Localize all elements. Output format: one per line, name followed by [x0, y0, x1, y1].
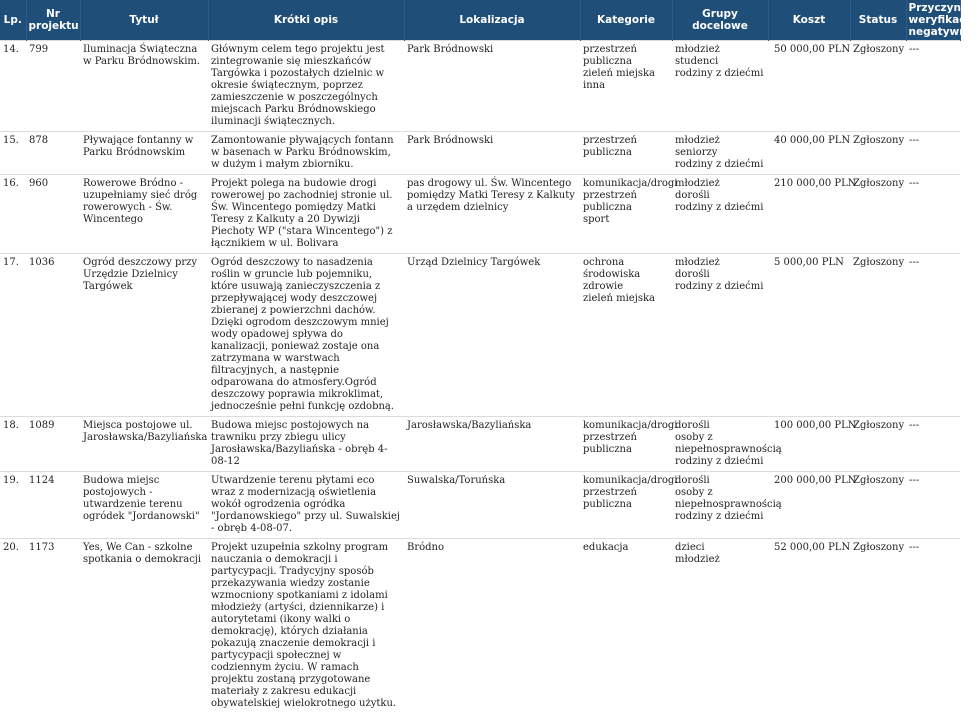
row-location: Suwalska/Toruńska	[404, 472, 580, 539]
row-project-number: 1173	[26, 539, 80, 713]
table-row	[0, 41, 960, 132]
row-target-groups	[672, 175, 768, 254]
row-description: Utwardzenie terenu płytami eco wraz z modernizacją oświetlenia wokół ogrodzenia ogródka "Jordanowskiego" przy ul. Suwalskiej - obręb 4-08-07.	[208, 472, 404, 539]
row-project-number: 799	[26, 41, 80, 132]
row-target-groups-item: dorośli	[675, 190, 764, 202]
row-target-groups	[672, 41, 768, 132]
column-header-lp: Lp.	[0, 0, 26, 41]
row-description: Projekt polega na budowie drogi rowerowej po zachodniej stronie ul. Św. Wincentego pomiędzy Matki Teresy z Kalkuty a 20 Dywizji Piechoty WP ("stara Wincentego") z łącznikiem w ul. Bolivara	[208, 175, 404, 254]
column-header-kategorie: Kategorie	[580, 0, 672, 41]
row-lp: 15.	[0, 132, 26, 175]
row-title: Miejsca postojowe ul. Jarosławska/Bazyliańska	[80, 417, 208, 472]
row-cost: 5 000,00 PLN	[768, 254, 850, 417]
row-cost: 100 000,00 PLN	[768, 417, 850, 472]
row-cost: 210 000,00 PLN	[768, 175, 850, 254]
row-target-groups-item: rodziny z dziećmi	[675, 511, 764, 523]
row-categories	[580, 472, 672, 539]
row-title: Budowa miejsc postojowych - utwardzenie terenu ogródek "Jordanowski"	[80, 472, 208, 539]
row-description: Budowa miejsc postojowych na trawniku przy zbiegu ulicy Jarosławska/Bazyliańska - obręb 4-08-12	[208, 417, 404, 472]
column-header-status: Status	[850, 0, 906, 41]
column-header-krotki-opis: Krótki opis	[208, 0, 404, 41]
row-target-groups-item: rodziny z dziećmi	[675, 68, 764, 80]
row-categories-item: przestrzeń publiczna	[583, 432, 668, 456]
table-body	[0, 41, 960, 713]
row-target-groups	[672, 539, 768, 713]
row-status: Zgłoszony	[850, 132, 906, 175]
row-target-groups-item: dorośli	[675, 269, 764, 281]
row-categories-item: zdrowie	[583, 281, 668, 293]
row-status: Zgłoszony	[850, 175, 906, 254]
row-description: Projekt uzupełnia szkolny program nauczania o demokracji i partycypacji. Tradycyjny sposób przekazywania wiedzy zostanie wzmocniony spotkaniami z idolami młodzieży (artyści, dziennikarze) i autorytetami (ikony walki o demokrację), których działania pokazują znaczenie demokracji i partycypacji społecznej w codziennym życiu. W ramach projektu zostaną przygotowane materiały z zakresu edukacji obywatelskiej wielokrotnego użytku.	[208, 539, 404, 713]
row-categories	[580, 132, 672, 175]
row-target-groups-item: młodzież	[675, 554, 764, 566]
row-categories	[580, 41, 672, 132]
row-location: Jarosławska/Bazyliańska	[404, 417, 580, 472]
row-project-number: 1036	[26, 254, 80, 417]
row-location: Urząd Dzielnicy Targówek	[404, 254, 580, 417]
row-status: Zgłoszony	[850, 254, 906, 417]
row-location: Bródno	[404, 539, 580, 713]
row-categories	[580, 417, 672, 472]
table-row	[0, 539, 960, 713]
row-title: Rowerowe Bródno - uzupełniamy sieć dróg rowerowych - Św. Wincentego	[80, 175, 208, 254]
row-target-groups-item: młodzież	[675, 257, 764, 269]
row-lp: 18.	[0, 417, 26, 472]
row-location: pas drogowy ul. Św. Wincentego pomiędzy Matki Teresy z Kalkuty a urzędem dzielnicy	[404, 175, 580, 254]
row-cost: 40 000,00 PLN	[768, 132, 850, 175]
row-reason: ---	[906, 175, 960, 254]
row-categories	[580, 539, 672, 713]
column-header-lokalizacja: Lokalizacja	[404, 0, 580, 41]
row-categories-item: zieleń miejska	[583, 293, 668, 305]
row-title: Iluminacja Świąteczna w Parku Bródnowskim.	[80, 41, 208, 132]
row-reason: ---	[906, 417, 960, 472]
row-status: Zgłoszony	[850, 472, 906, 539]
row-categories-item: przestrzeń publiczna	[583, 44, 668, 68]
row-lp: 14.	[0, 41, 26, 132]
table-row	[0, 472, 960, 539]
row-categories-item: przestrzeń publiczna	[583, 190, 668, 214]
row-project-number: 1089	[26, 417, 80, 472]
row-categories-item: komunikacja/drogi	[583, 178, 668, 190]
row-location: Park Bródnowski	[404, 41, 580, 132]
row-description: Ogród deszczowy to nasadzenia roślin w gruncie lub pojemniku, które usuwają zanieczyszczenia z przepływającej wody deszczowej zbieranej z powierzchni dachów. Dzięki ogrodom deszczowym mniej wody opadowej spływa do kanalizacji, ponieważ zostaje ona zatrzymana w warstwach filtracyjnych, a następnie odparowana do atmosfery.Ogród deszczowy poprawia mikroklimat, jednocześnie pełni funkcję ozdobną.	[208, 254, 404, 417]
row-lp: 17.	[0, 254, 26, 417]
row-project-number: 878	[26, 132, 80, 175]
row-cost: 200 000,00 PLN	[768, 472, 850, 539]
row-target-groups	[672, 417, 768, 472]
row-target-groups-item: osoby z niepełnosprawnością	[675, 487, 764, 511]
row-reason: ---	[906, 132, 960, 175]
row-status: Zgłoszony	[850, 417, 906, 472]
column-header-koszt: Koszt	[768, 0, 850, 41]
row-target-groups	[672, 472, 768, 539]
row-reason: ---	[906, 254, 960, 417]
table-row	[0, 417, 960, 472]
row-categories-item: inna	[583, 80, 668, 92]
row-target-groups-item: rodziny z dziećmi	[675, 202, 764, 214]
row-target-groups-item: rodziny z dziećmi	[675, 456, 764, 468]
table-header-row	[0, 0, 960, 41]
row-categories-item: komunikacja/drogi	[583, 420, 668, 432]
row-target-groups-item: młodzież	[675, 44, 764, 56]
row-target-groups	[672, 254, 768, 417]
row-location: Park Bródnowski	[404, 132, 580, 175]
row-target-groups-item: dzieci	[675, 542, 764, 554]
row-target-groups-item: młodzież	[675, 178, 764, 190]
row-reason: ---	[906, 41, 960, 132]
row-lp: 20.	[0, 539, 26, 713]
row-title: Ogród deszczowy przy Urzędzie Dzielnicy Targówek	[80, 254, 208, 417]
row-categories-item: zieleń miejska	[583, 68, 668, 80]
row-project-number: 1124	[26, 472, 80, 539]
row-categories	[580, 254, 672, 417]
row-categories-item: sport	[583, 214, 668, 226]
row-reason: ---	[906, 472, 960, 539]
row-project-number: 960	[26, 175, 80, 254]
row-target-groups-item: rodziny z dziećmi	[675, 281, 764, 293]
table-row	[0, 175, 960, 254]
row-target-groups-item: studenci	[675, 56, 764, 68]
table-row	[0, 132, 960, 175]
row-categories-item: ochrona środowiska	[583, 257, 668, 281]
column-header-grupy-docelowe: Grupy docelowe	[672, 0, 768, 41]
row-status: Zgłoszony	[850, 539, 906, 713]
row-target-groups	[672, 132, 768, 175]
column-header-przyczyna-weryfikacji: Przyczyna weryfikacji negatywnej	[906, 0, 960, 41]
row-categories-item: edukacja	[583, 542, 668, 554]
row-target-groups-item: młodzież	[675, 135, 764, 147]
row-categories-item: przestrzeń publiczna	[583, 135, 668, 159]
table-row	[0, 254, 960, 417]
row-status: Zgłoszony	[850, 41, 906, 132]
row-categories	[580, 175, 672, 254]
row-title: Yes, We Can - szkolne spotkania o demokracji	[80, 539, 208, 713]
row-lp: 16.	[0, 175, 26, 254]
row-target-groups-item: seniorzy	[675, 147, 764, 159]
row-title: Pływające fontanny w Parku Bródnowskim	[80, 132, 208, 175]
row-cost: 52 000,00 PLN	[768, 539, 850, 713]
column-header-tytul: Tytuł	[80, 0, 208, 41]
row-reason: ---	[906, 539, 960, 713]
row-categories-item: komunikacja/drogi	[583, 475, 668, 487]
column-header-nr-projektu: Nr projektu	[26, 0, 80, 41]
row-lp: 19.	[0, 472, 26, 539]
row-target-groups-item: osoby z niepełnosprawnością	[675, 432, 764, 456]
row-cost: 50 000,00 PLN	[768, 41, 850, 132]
row-target-groups-item: dorośli	[675, 420, 764, 432]
row-description: Zamontowanie pływających fontann w basenach w Parku Bródnowskim, w dużym i małym zbiorniku.	[208, 132, 404, 175]
row-categories-item: przestrzeń publiczna	[583, 487, 668, 511]
row-target-groups-item: rodziny z dziećmi	[675, 159, 764, 171]
row-target-groups-item: dorośli	[675, 475, 764, 487]
row-description: Głównym celem tego projektu jest zintegrowanie się mieszkańców Targówka i pozostałych dzielnic w okresie świątecznym, poprzez zamieszczenie w poszczególnych miejscach Parku Bródnowskiego iluminacji świątecznych.	[208, 41, 404, 132]
